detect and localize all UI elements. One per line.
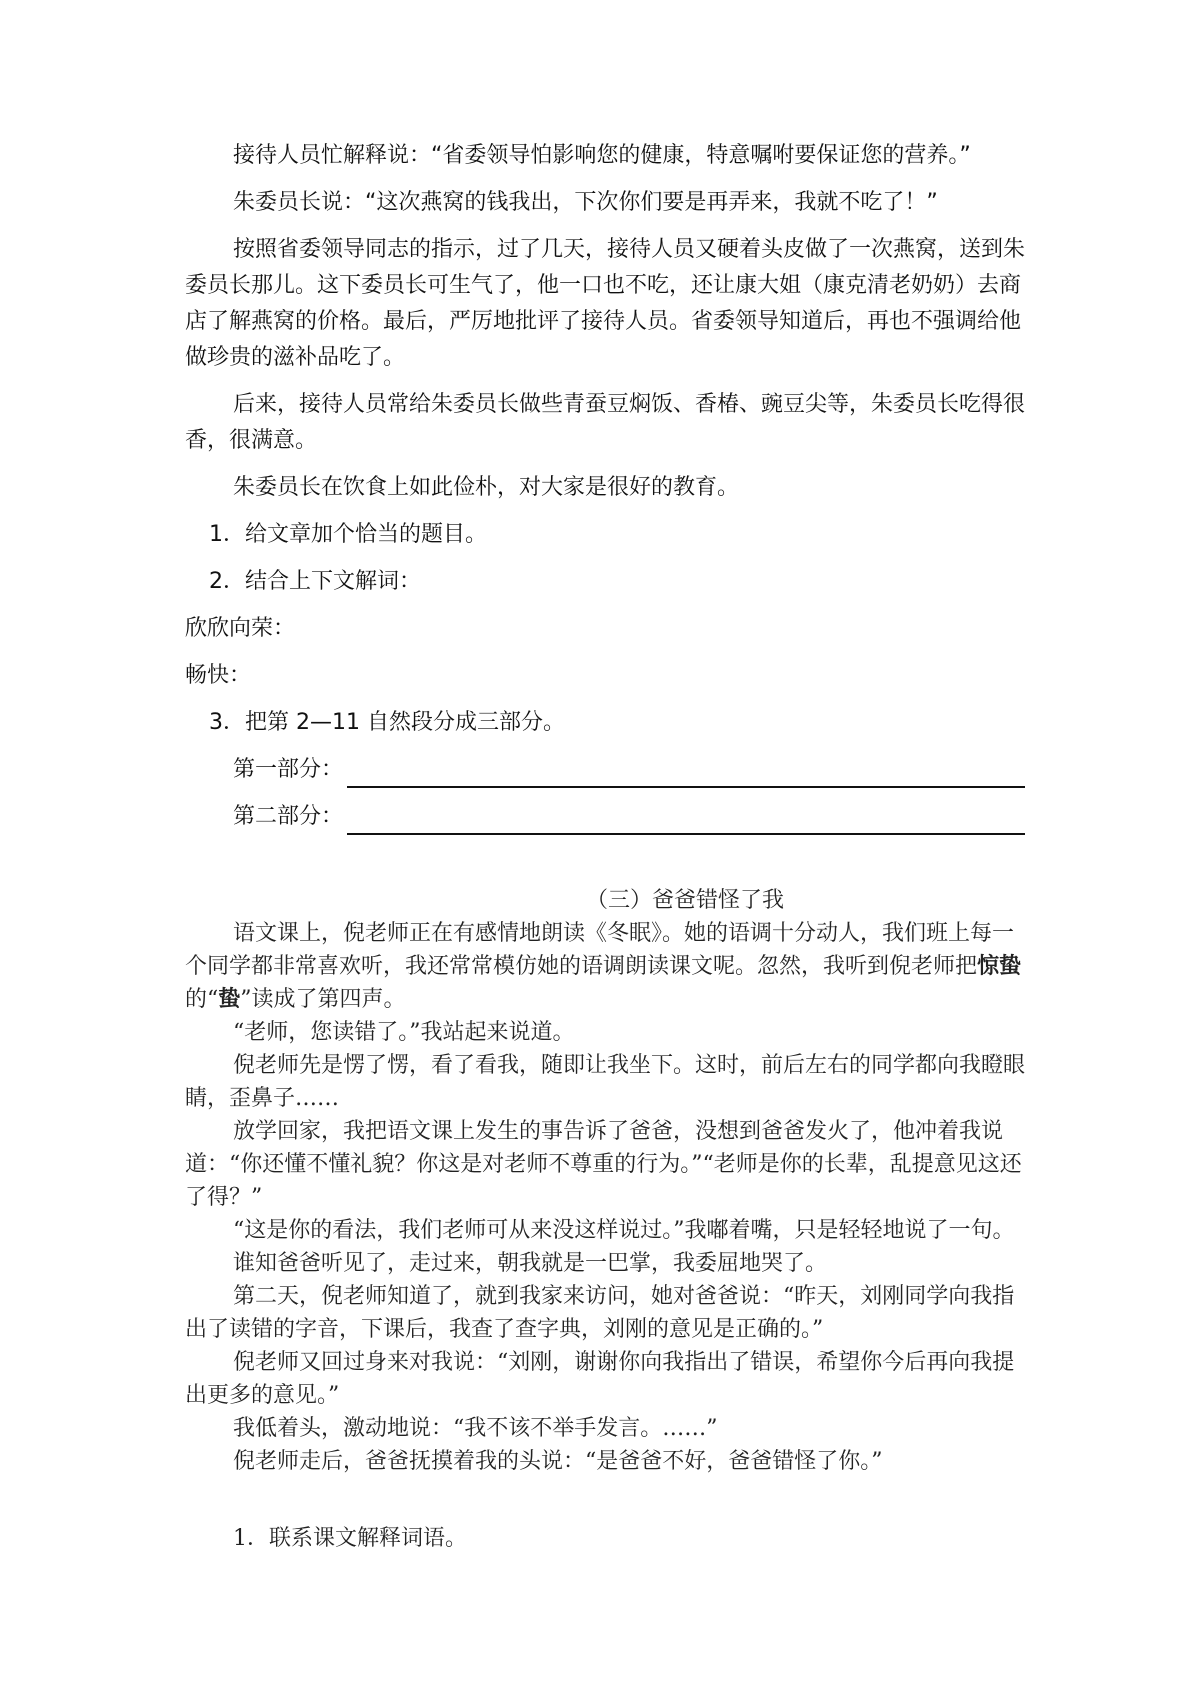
paragraph-text: 语文课上，倪老师正在有感情地朗读《冬眠》。她的语调十分动人，我们班上每一个同学都非常喜欢听，我还常常模仿她的语调朗读课文呢。忽然，我听到倪老师把 [185, 921, 1015, 979]
paragraph-text: ”读成了第四声。 [240, 987, 406, 1012]
paragraph-text: 的“ [185, 987, 219, 1012]
question-1: 1．给文章加个恰当的题目。 [209, 522, 487, 547]
passage-3 [185, 884, 1025, 1555]
paragraph: 按照省委领导同志的指示，过了几天，接待人员又硬着头皮做了一次燕窝，送到朱委员长那儿。这下委员长可生气了，他一口也不吃，还让康大姐（康克清老奶奶）去商店了解燕窝的价格。最后，严厉地批评了接待人员。省委领导知道后，再也不强调给他做珍贵的滋补品吃了。 [185, 237, 1026, 370]
word-prompt-2: 畅快： [185, 663, 252, 688]
answer-blank-2[interactable] [347, 805, 1025, 835]
paragraph [185, 917, 1025, 1016]
paragraph: 放学回家，我把语文课上发生的事告诉了爸爸，没想到爸爸发火了，他冲着我说道：“你还懂不懂礼貌？你这是对老师不尊重的行为。”“老师是你的长辈，乱提意见这还了得？” [185, 1119, 1022, 1210]
paragraph: 朱委员长说：“这次燕窝的钱我出，下次你们要是再弄来，我就不吃了！” [233, 190, 938, 215]
answer-line-part-1 [185, 752, 1025, 788]
paragraph: “这是你的看法，我们老师可从来没这样说过。”我嘟着嘴，只是轻轻地说了一句。 [233, 1218, 1015, 1243]
passage-2-continuation [185, 138, 1025, 846]
paragraph: 倪老师又回过身来对我说：“刘刚，谢谢你向我指出了错误，希望你今后再向我提出更多的意见。” [185, 1350, 1015, 1408]
paragraph: 倪老师先是愣了愣，看了看我，随即让我坐下。这时，前后左右的同学都向我瞪眼睛，歪鼻子…… [185, 1053, 1026, 1111]
passage-title: （三）爸爸错怪了我 [585, 888, 784, 913]
word-prompt-1: 欣欣向荣： [185, 616, 296, 641]
paragraph: 谁知爸爸听见了，走过来，朝我就是一巴掌，我委屈地哭了。 [233, 1251, 828, 1276]
paragraph: 倪老师走后，爸爸抚摸着我的头说：“是爸爸不好，爸爸错怪了你。” [233, 1449, 883, 1474]
question-2: 2．结合上下文解词： [209, 569, 421, 594]
paragraph: 第二天，倪老师知道了，就到我家来访问，她对爸爸说：“昨天，刘刚同学向我指出了读错的字音，下课后，我查了查字典，刘刚的意见是正确的。” [185, 1284, 1015, 1342]
bold-character: 蛰 [218, 986, 241, 1012]
part-1-label: 第一部分： [233, 757, 344, 782]
paragraph: 我低着头，激动地说：“我不该不举手发言。……” [233, 1416, 718, 1441]
paragraph: 朱委员长在饮食上如此俭朴，对大家是很好的教育。 [233, 475, 740, 500]
question-1: 1．联系课文解释词语。 [233, 1526, 467, 1551]
paragraph: “老师，您读错了。”我站起来说道。 [233, 1020, 575, 1045]
paragraph: 后来，接待人员常给朱委员长做些青蚕豆焖饭、香椿、豌豆尖等，朱委员长吃得很香，很满意。 [185, 392, 1026, 453]
paragraph: 接待人员忙解释说：“省委领导怕影响您的健康，特意嘱咐要保证您的营养。” [233, 143, 971, 168]
question-3: 3．把第 2—11 自然段分成三部分。 [209, 710, 565, 735]
answer-line-part-2 [185, 799, 1025, 835]
bold-word: 惊蛰 [977, 953, 1022, 979]
answer-blank-1[interactable] [347, 758, 1025, 788]
part-2-label: 第二部分： [233, 804, 344, 829]
